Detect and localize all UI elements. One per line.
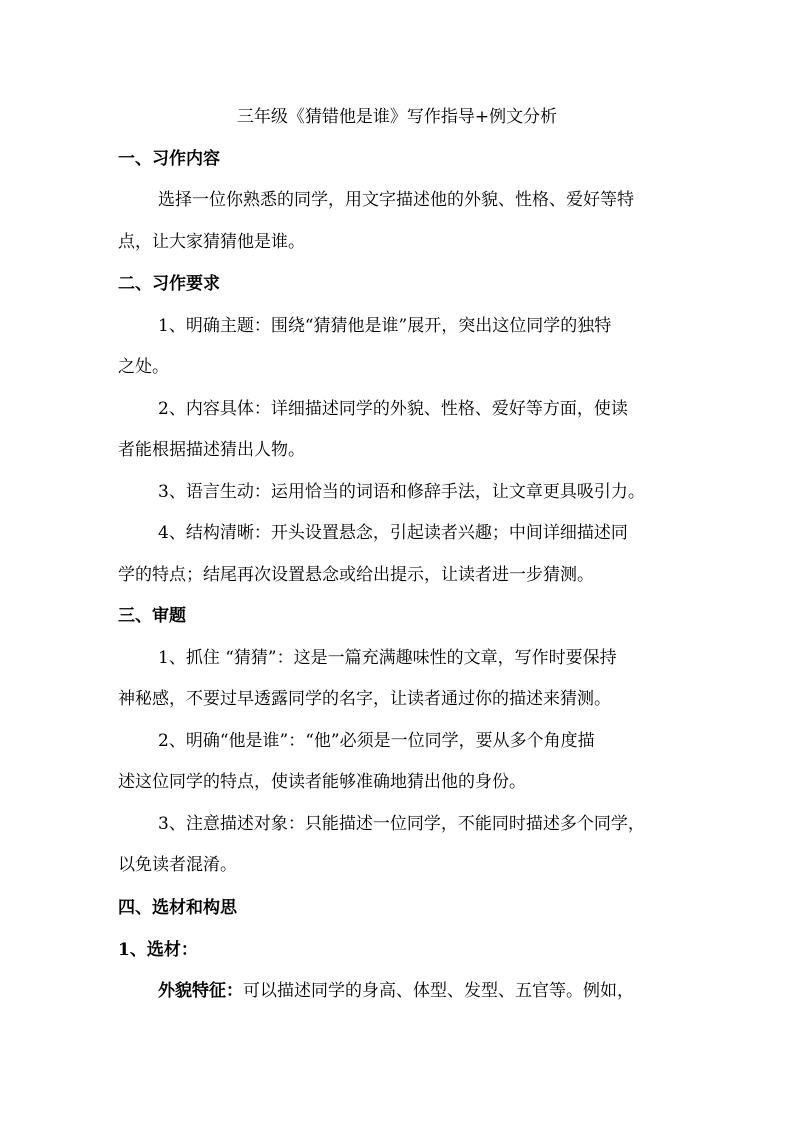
paragraph-line: 之处。 [118, 357, 169, 377]
paragraph-line: 2、明确“他是谁”：“他”必须是一位同学，要从多个角度描 [158, 731, 595, 751]
paragraph-line: 1、明确主题：围绕“猜猜他是谁”展开，突出这位同学的独特 [158, 316, 612, 336]
section-heading-content: 一、习作内容 [118, 149, 220, 169]
paragraph-line: 3、语言生动：运用恰当的词语和修辞手法，让文章更具吸引力。 [158, 482, 645, 502]
paragraph-line-appearance [158, 978, 634, 1004]
section-heading-material: 四、选材和构思 [118, 898, 237, 918]
paragraph-line: 神秘感，不要过早透露同学的名字，让读者通过你的描述来猜测。 [118, 689, 611, 709]
paragraph-line: 2、内容具体：详细描述同学的外貌、性格、爱好等方面，使读 [158, 399, 628, 419]
paragraph-line: 3、注意描述对象：只能描述一位同学，不能同时描述多个同学， [158, 814, 645, 834]
paragraph-line: 学的特点；结尾再次设置悬念或给出提示，让读者进一步猜测。 [118, 565, 594, 585]
appearance-text: 可以描述同学的身高、体型、发型、五官等。例如， [243, 981, 634, 1001]
document-title: 三年级《猜错他是谁》写作指导+例文分析 [236, 107, 558, 127]
section-heading-requirements: 二、习作要求 [118, 274, 220, 294]
paragraph-line: 者能根据描述猜出人物。 [118, 440, 305, 460]
paragraph-line: 4、结构清晰：开头设置悬念，引起读者兴趣；中间详细描述同 [158, 523, 628, 543]
section-heading-topic: 三、审题 [118, 606, 186, 626]
paragraph-line: 点，让大家猜猜他是谁。 [118, 232, 305, 252]
paragraph-line: 选择一位你熟悉的同学，用文字描述他的外貌、性格、爱好等特 [158, 190, 634, 210]
paragraph-line: 述这位同学的特点，使读者能够准确地猜出他的身份。 [118, 772, 526, 792]
paragraph-line: 以免读者混淆。 [118, 855, 237, 875]
paragraph-line: 1、抓住 “猜猜”：这是一篇充满趣味性的文章，写作时要保持 [158, 648, 617, 668]
subheading-material-selection: 1、选材： [118, 940, 198, 960]
appearance-label: 外貌特征： [158, 981, 243, 1001]
